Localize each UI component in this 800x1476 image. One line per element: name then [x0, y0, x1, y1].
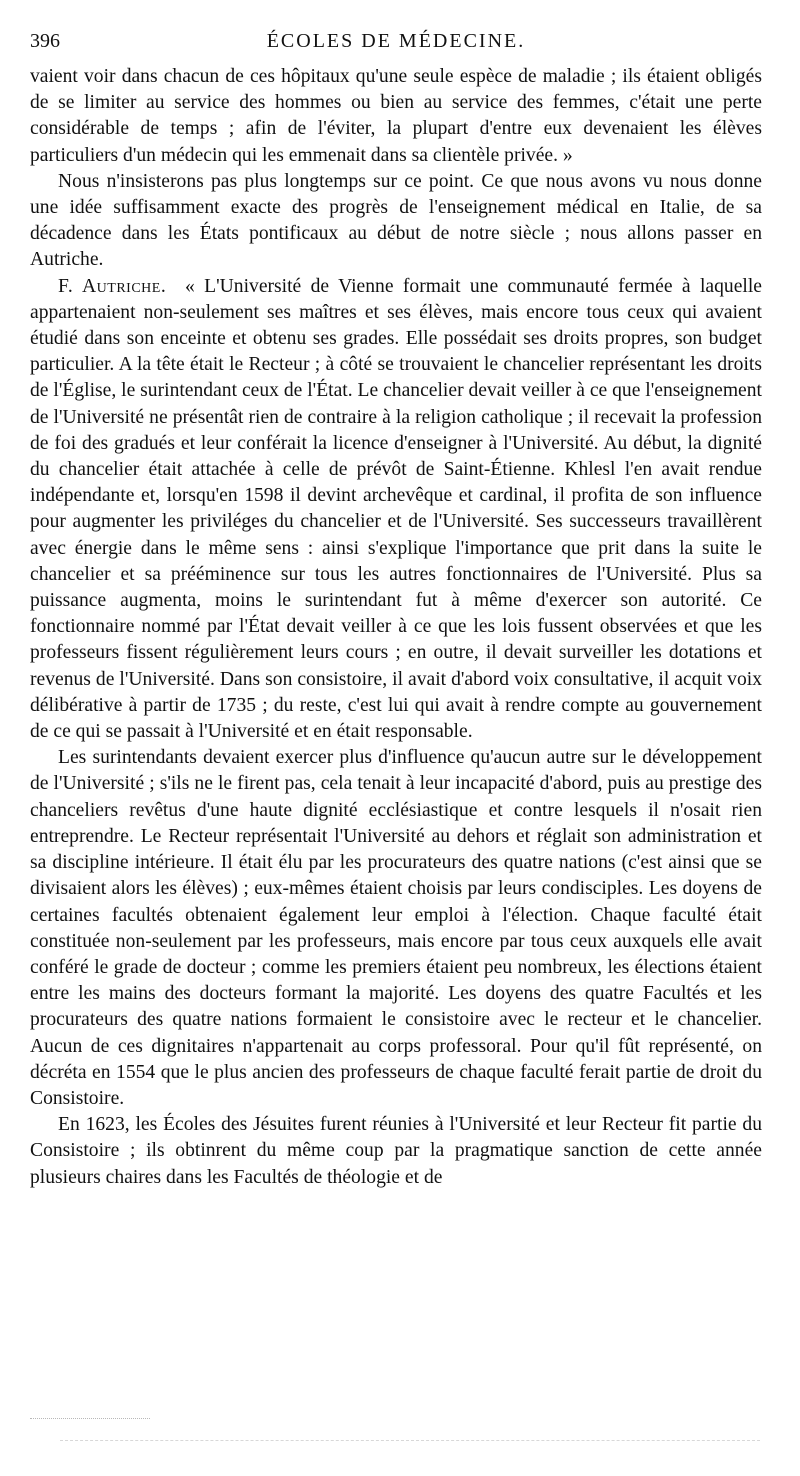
bleed-through-rule [30, 1418, 150, 1421]
section-label: F. Autriche. [58, 275, 167, 297]
paragraph-transition [30, 169, 762, 274]
paragraph-text: vaient voir dans chacun de ces hôpitaux qu'une seule espèce de maladie ; ils étaient obligés de se limiter au service des hommes ou bien au service des femmes, c'était une perte considérable de temps ; afin de l'éviter, la plupart d'entre eux devenaient les élèves particuliers d'un médecin qui les emmenait dans sa clientèle privée. » [30, 66, 762, 166]
paragraph-text: Les surintendants devaient exercer plus d'influence qu'aucun autre sur le développement de l'Université ; s'ils ne le firent pas, cela tenait à leur incapacité d'abord, puis au prestige des chanceliers revêtus d'une haute dignité ecclésiastique et contre lesquels il n'osait rien entreprendre. Le Recteur représentait l'Université au dehors et réglait son administration et sa discipline intérieure. Il était élu par les procurateurs des quatre nations (c'est ainsi que se divisaient alors les élèves) ; eux-mêmes étaient choisis par leurs condisciples. Les doyens de certaines facultés obtenaient également leur emploi à l'élection. Chaque faculté était constituée non-seulement par les professeurs, mais encore par tous ceux auxquels elle avait conféré le grade de docteur ; comme les premiers étaient peu nombreux, les élections étaient entre les mains des docteurs formant la majorité. Les doyens des quatre Facultés et les procurateurs des quatre nations formaient le consistoire avec le recteur et le chancelier. Aucun de ces dignitaires n'appartenait au corps professoral. Pour qu'il fût représenté, on décréta en 1554 que le plus ancien des professeurs de chaque faculté ferait partie de droit du Consistoire. [30, 747, 762, 1109]
bleed-through-line [60, 1440, 760, 1443]
body-text [30, 64, 762, 1191]
book-page [30, 30, 762, 1191]
paragraph-austria-section [30, 274, 762, 746]
paragraph-jesuites [30, 1112, 762, 1191]
paragraph-surintendants [30, 745, 762, 1112]
page-number: 396 [30, 30, 60, 52]
running-head [30, 30, 762, 58]
paragraph-text: Nous n'insisterons pas plus longtemps sur ce point. Ce que nous avons vu nous donne une idée suffisamment exacte des progrès de l'enseignement médical en Italie, de sa décadence dans les États pontificaux au début de notre siècle ; nous allons passer en Autriche. [30, 170, 762, 271]
paragraph-text: « L'Université de Vienne formait une communauté fermée à laquelle appartenaient non-seulement ses maîtres et ses élèves, mais encore tous ceux qui avaient étudié dans son enceinte et obtenu ses grades. Elle possédait ses droits propres, son budget particulier. A la tête était le Recteur ; à côté se trouvaient le chancelier représentant les droits de l'Église, le surintendant ceux de l'État. Le chancelier devait veiller à ce que l'enseignement de l'Université ne présentât rien de contraire à la religion catholique ; il recevait la profession de foi des gradués et leur conférait la licence d'enseigner à l'Université. Au début, la dignité du chancelier était attachée à celle de prévôt de Saint-Étienne. Khlesl l'en avait rendue indépendante et, lorsqu'en 1598 il devint archevêque et cardinal, il profita de son influence pour augmenter les priviléges du chancelier et de l'Université. Ses successeurs travaillèrent avec énergie dans le même sens : ainsi s'explique l'importance que prit dans la suite le chancelier et sa prééminence sur tous les autres fonctionnaires de l'Université. Plus sa puissance augmenta, moins le surintendant fut à même d'exercer son autorité. Ce fonctionnaire nommé par l'État devait veiller à ce que les lois fussent observées et que les professeurs fissent régulièrement leurs cours ; en outre, il devait surveiller les dotations et revenus de l'Université. Dans son consistoire, il avait d'abord voix consultative, il acquit voix délibérative à partir de 1735 ; du reste, c'est lui qui avait à rendre compte au gouvernement de ce qui se passait à l'Université et en était responsable. [30, 275, 762, 743]
running-title: ÉCOLES DE MÉDECINE. [266, 30, 526, 52]
paragraph-continuation [30, 64, 762, 169]
paragraph-text: En 1623, les Écoles des Jésuites furent réunies à l'Université et leur Recteur fit partie du Consistoire ; ils obtinrent du même coup par la pragmatique sanction de cette année plusieurs chaires dans les Facultés de théologie et de [30, 1114, 762, 1188]
